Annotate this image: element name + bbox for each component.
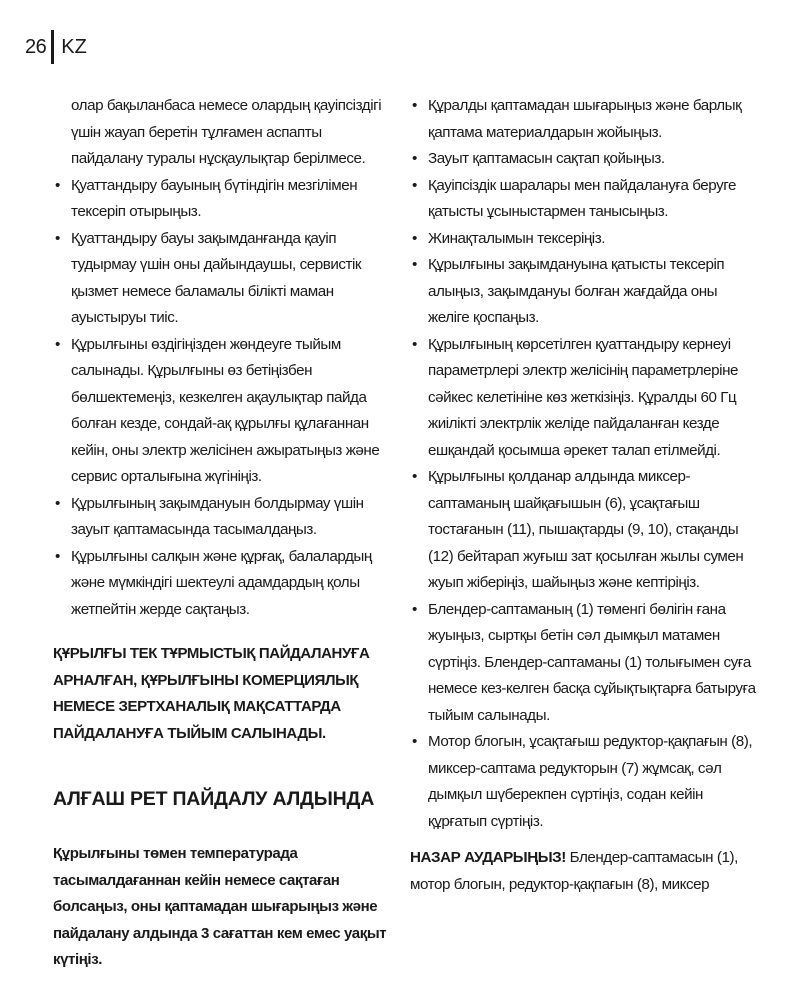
right-column <box>410 93 757 898</box>
list-item-text: Қуаттандыру бауы зақымданғанда қауіп тудырмау үшін оны дайындаушы, сервистік қызмет немесе баламалы білікті маман ауыстыруы тиіс. <box>71 229 362 326</box>
section-intro: Құрылғыны төмен температурада тасымалдағаннан кейін немесе сақтаған болсаңыз, оны қаптамадан шығарыңыз және пайдалану алдында 3 сағаттан кем емес уақыт күтіңіз. <box>53 845 387 968</box>
list-item <box>410 173 757 226</box>
left-column <box>53 93 393 974</box>
list-item <box>410 226 757 253</box>
bullet-icon: • <box>412 229 417 247</box>
list-item <box>410 332 757 465</box>
attention-label: НАЗАР АУДАРЫҢЫЗ! <box>410 849 566 866</box>
bullet-icon: • <box>55 335 60 353</box>
language-code: KZ <box>61 35 87 58</box>
list-item-text: Құрылғының зақымдануын болдырмау үшін зауыт қаптамасында тасымалдаңыз. <box>71 494 364 538</box>
continuation-text: олар бақыланбаса немесе олардың қауіпсіздігі үшін жауап беретін тұлғамен аспапты пайдалану туралы нұсқаулықтар берілмесе. <box>71 97 382 167</box>
list-item-text: Қуаттандыру бауының бүтіндігін мезгілімен тексеріп отырыңыз. <box>71 176 358 220</box>
attention-paragraph <box>410 845 757 898</box>
list-item-text: Зауыт қаптамасын сақтап қойыңыз. <box>428 150 665 167</box>
list-item <box>410 93 757 146</box>
list-item-text: Жинақталымын тексеріңіз. <box>428 229 606 247</box>
bullet-icon: • <box>412 335 417 353</box>
left-bullet-list <box>53 173 393 624</box>
bullet-icon: • <box>55 547 60 565</box>
list-item-text: Қауіпсіздік шаралары мен пайдалануға беруге қатысты ұсыныстармен танысыңыз. <box>428 176 737 220</box>
bullet-icon: • <box>55 176 60 194</box>
bullet-icon: • <box>412 97 417 114</box>
list-item <box>410 729 757 835</box>
page-number: 26 <box>25 35 47 58</box>
list-item-text: Құрылғыны қолданар алдында миксер-саптаманың шайқағышын (6), ұсақтағыш тостағанын (11), пышақтарды (9, 10), стақанды (12) бейтарап жуғыш зат қосылған жылы сумен жуып жіберіңіз, шайыңыз және кептіріңіз. <box>428 468 744 591</box>
list-item-text: Құрылғыны өздігіңізден жөндеуге тыйым салынады. Құрылғыны өз бетіңізбен бөлшектемеңіз, кезкелген ақаулықтар пайда болған кезде, сондай-ақ құрылғы құлағаннан кейін, оны электр желісінен ажыратыңыз және сервис орталығына жүгініңіз. <box>71 335 380 485</box>
list-item <box>410 464 757 597</box>
bullet-icon: • <box>412 733 417 750</box>
list-item-text: Құралды қаптамадан шығарыңыз және барлық қаптама материалдарын жойыңыз. <box>428 97 742 141</box>
list-item <box>53 544 393 624</box>
bullet-icon: • <box>412 176 417 194</box>
bullet-icon: • <box>55 229 60 247</box>
list-item-text: Құрылғыны зақымдануына қатысты тексеріп алыңыз, зақымдануы болған жағдайда оны желіге қоспаңыз. <box>428 256 725 326</box>
household-use-warning: ҚҰРЫЛҒЫ ТЕК ТҰРМЫСТЫҚ ПАЙДАЛАНУҒА АРНАЛҒАН, ҚҰРЫЛҒЫНЫ КОМЕРЦИЯЛЫҚ НЕМЕСЕ ЗЕРТХАНАЛЫҚ МАҚСАТТАРДА ПАЙДАЛАНУҒА ТЫЙЫМ САЛЫНАДЫ. <box>53 645 370 742</box>
header-divider <box>51 30 54 64</box>
list-item-text: Құрылғыны салқын және құрғақ, балалардың және мүмкіндігі шектеулі адамдардың қолы жетпейтін жерде сақтаңыз. <box>71 547 372 618</box>
list-item <box>53 173 393 226</box>
list-item <box>53 491 393 544</box>
bullet-icon: • <box>412 468 417 485</box>
list-item <box>53 332 393 491</box>
section-heading: АЛҒАШ РЕТ ПАЙДАЛУ АЛДЫНДА <box>53 788 375 810</box>
right-bullet-list <box>410 93 757 835</box>
attention-text: Блендер-саптамасын (1), мотор блогын, редуктор-қақпағын (8), миксер <box>410 849 738 893</box>
bullet-icon: • <box>55 494 60 512</box>
list-item-text: Блендер-саптаманың (1) төменгі бөлігін ғана жуыңыз, сыртқы бетін сәл дымқыл матамен сүртіңіз. Блендер-саптаманы (1) толығымен суға немесе кез-келген басқа сұйықтықтарға батыруға тыйым салынады. <box>428 600 756 724</box>
list-item <box>410 146 757 173</box>
list-item-text: Мотор блогын, ұсақтағыш редуктор-қақпағын (8), миксер-саптама редукторын (7) жұмсақ, сәл дымқыл шүберекпен сүртіңіз, содан кейін құрғатып сүртіңіз. <box>428 733 753 830</box>
bullet-icon: • <box>412 600 417 618</box>
list-item <box>53 226 393 332</box>
list-item <box>410 252 757 332</box>
list-item-text: Құрылғының көрсетілген қуаттандыру кернеуі параметрлері электр желісінің параметрлеріне сәйкес келетініне көз жеткізіңіз. Құралды 60 Гц жиілікті электрлік желіде пайдаланған кезде ешқандай қосымша әрекет талап етілмейді. <box>428 335 739 459</box>
page-header <box>25 30 87 64</box>
bullet-icon: • <box>412 150 417 167</box>
bullet-icon: • <box>412 256 417 273</box>
list-item <box>410 597 757 730</box>
